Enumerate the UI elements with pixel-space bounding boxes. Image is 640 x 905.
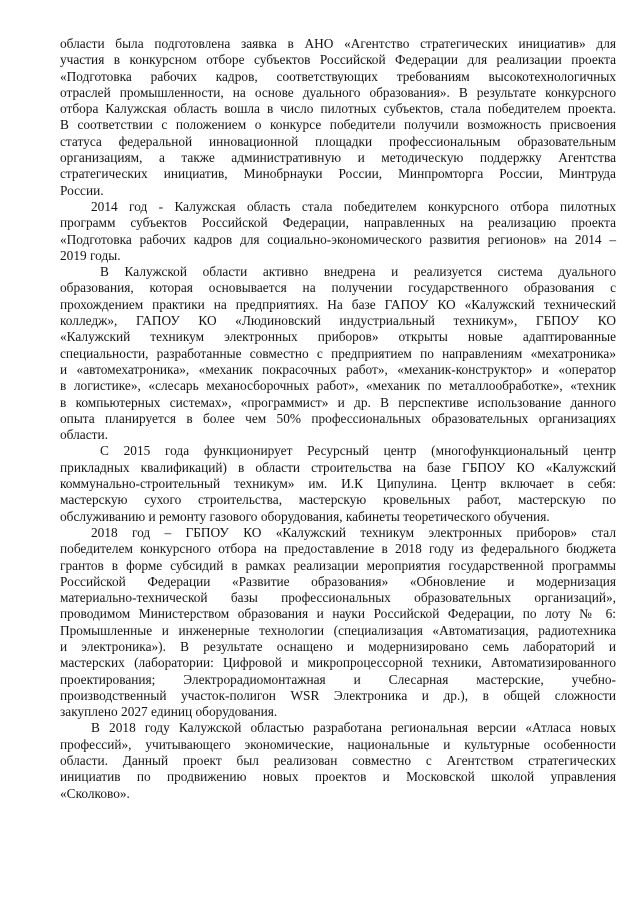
- text-line: «Сколково».: [60, 785, 130, 801]
- text-line: участия в конкурсном отборе субъектов Российской Федерации для реализации проекта: [60, 52, 616, 68]
- text-line: мастерскую сухого строительства, мастерскую кровельных работ, мастерскую по: [60, 492, 616, 508]
- text-line: профессий», учитывающего экономические, национальные и культурные особенности: [60, 736, 616, 752]
- text-line: «Подготовка рабочих кадров для социально-экономического развития регионов» на 2014 –: [60, 231, 616, 247]
- text-line: отраслей промышленности, на основе дуального образования». В результате конкурсного: [60, 84, 616, 100]
- paragraph-resource-center: [60, 443, 616, 524]
- paragraph-dual-education: [60, 264, 616, 443]
- text-line: организациям, а также административную и методическую поддержку Агентства: [60, 150, 616, 166]
- text-line: опыта планируется в более чем 50% профессиональных образовательных организациях: [60, 410, 616, 426]
- text-line: проводимом Министерством образования и науки Российской Федерации, по лоту № 6:: [60, 606, 616, 622]
- text-line: проектирования; Электрорадиомонтажная и Слесарная мастерские, учебно-: [60, 671, 616, 687]
- text-line: области. Данный проект был реализован совместно с Агентством стратегических: [60, 753, 616, 769]
- text-line: «Калужский техникум электронных приборов» открыты новые адаптированные: [60, 329, 616, 345]
- text-line: С 2015 года функционирует Ресурсный центр (многофункциональный центр: [100, 443, 616, 459]
- text-line: в компьютерных системах», «программист» и др. В перспективе использование данного: [60, 394, 616, 410]
- text-line: программ субъектов Российской Федерации, направленных на реализацию проекта: [60, 215, 616, 231]
- paragraph-asi-application: [60, 36, 616, 199]
- text-line: В Калужской области активно внедрена и реализуется система дуального: [100, 264, 616, 280]
- text-line: статуса федеральной инновационной площадки профессиональным образовательным: [60, 133, 616, 149]
- text-line: области.: [60, 427, 108, 443]
- paragraph-2018-grant: [60, 525, 616, 721]
- text-line: и «автомехатроника», «механик покрасочных работ», «механик-конструктор» и «оператор: [60, 361, 616, 377]
- text-line: образования, которая основывается на получении государственного образования с: [60, 280, 616, 296]
- paragraph-atlas-of-professions: [60, 720, 616, 801]
- text-line: грантов в форме субсидий в рамках реализации мероприятия государственной программы: [60, 557, 616, 573]
- document-page: [60, 36, 616, 802]
- paragraph-2014-pilot-programs: [60, 199, 616, 264]
- text-line: коммунально-строительный техникум» им. И.К Ципулина. Центр включает в себя:: [60, 476, 616, 492]
- text-line: 2014 год - Калужская область стала победителем конкурсного отбора пилотных: [91, 198, 616, 214]
- text-line: 2019 годы.: [60, 247, 121, 263]
- text-line: прикладных квалификаций) в области строительства на базе ГБПОУ КО «Калужский: [60, 459, 616, 475]
- text-line: области была подготовлена заявка в АНО «Агентство стратегических инициатив» для: [60, 36, 616, 51]
- text-line: и электроника»). В результате оснащено и модернизировано семь лабораторий и: [60, 638, 616, 654]
- text-line: производственный участок-полигон WSR Электроника и др.), в общей сложности: [60, 687, 616, 703]
- text-line: обслуживанию и ремонту газового оборудования, кабинеты теоретического обучения.: [60, 508, 550, 524]
- text-line: В соответствии с положением о конкурсе победители получили возможность присвоения: [60, 117, 616, 133]
- text-line: колледж», ГАПОУ КО «Людиновский индустриальный техникум», ГБПОУ КО: [60, 313, 616, 329]
- text-line: отбора Калужская область вошла в число пилотных субъектов, стала победителем проекта.: [60, 101, 616, 117]
- text-line: России.: [60, 182, 104, 198]
- text-line: в логистике», «слесарь механосборочных работ», «механик по металлообработке», «техник: [60, 378, 616, 394]
- text-line: материально-технической базы профессиональных образовательных организаций»,: [60, 590, 616, 606]
- text-line: закуплено 2027 единиц оборудования.: [60, 704, 278, 720]
- text-line: Российской Федерации «Развитие образования» «Обновление и модернизация: [60, 573, 616, 589]
- text-line: победителем конкурсного отбора на предоставление в 2018 году из федерального бюджета: [60, 541, 616, 557]
- text-line: Промышленные и инженерные технологии (специализация «Автоматизация, радиотехника: [60, 622, 616, 638]
- text-line: инициатив по продвижению новых проектов и Московской школой управления: [60, 769, 616, 785]
- text-line: специальности, разработанные совместно с предприятием по направлениям «мехатроника»: [60, 345, 616, 361]
- text-line: стратегических инициатив, Минобрнауки России, Минпромторга России, Минтруда: [60, 166, 616, 182]
- text-line: «Подготовка рабочих кадров, соответствующих требованиям высокотехнологичных: [60, 68, 616, 84]
- text-line: мастерских (лаборатории: Цифровой и микропроцессорной техники, Автоматизированного: [60, 655, 616, 671]
- text-line: прохождением практики на предприятиях. На базе ГАПОУ КО «Калужский технический: [60, 296, 616, 312]
- text-line: 2018 год – ГБПОУ КО «Калужский техникум электронных приборов» стал: [91, 524, 616, 540]
- text-line: В 2018 году Калужской областью разработана региональная версии «Атласа новых: [91, 720, 616, 736]
